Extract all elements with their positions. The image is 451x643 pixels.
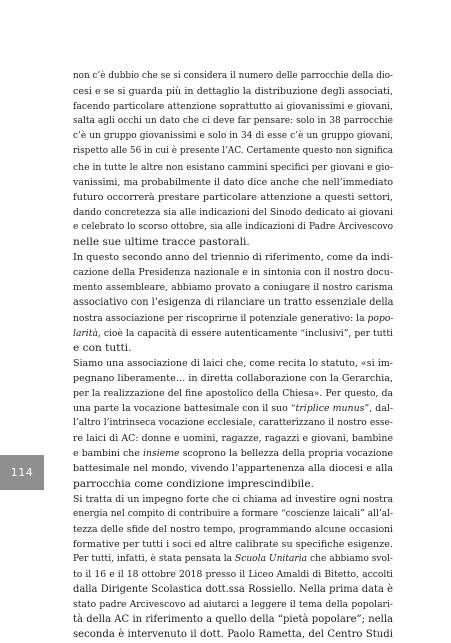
text-line: vanissimi, ma probabilmente il dato dice anche che nell’immediato <box>73 176 393 188</box>
text-line: parrocchia come condizione imprescindibile. <box>73 477 314 490</box>
text-line: l’altro l’intrinseca vocazione ecclesiale, caratterizzano il nostro esse- <box>73 418 393 429</box>
text-line: tezza delle sfide del nostro tempo, programmando alcune occasioni <box>73 523 393 535</box>
text-line: che in tutte le altre non esistano cammini specifici per giovani e gio- <box>73 161 393 173</box>
text-line: Si tratta di un impegno forte che ci chiama ad investire ogni nostra <box>73 493 393 505</box>
text-line: battesimale nel mondo, vivendo l’appartenenza alla diocesi e alla <box>73 463 393 475</box>
text-line: mento assembleare, abbiamo provato a coniugare il nostro carisma <box>73 282 393 294</box>
text-line: Per tutti, infatti, è stata pensata la Scuola Unitaria che abbiamo svol- <box>73 554 393 564</box>
text-line: larità, cioè la capacità di essere autenticamente “inclusivi”, per tutti <box>73 327 393 339</box>
text-line: salta agli occhi un dato che ci deve far pensare: solo in 38 parrocchie <box>73 116 393 127</box>
text-line: formative per tutti i soci ed altre calibrate su specifiche esigenze. <box>73 538 393 550</box>
text-line: una parte la vocazione battesimale con il suo “triplice munus”, dal- <box>73 403 393 415</box>
text-line: stato padre Arcivescovo ad aiutarci a leggere il tema della popolari- <box>73 599 393 611</box>
text-line: Siamo una associazione di laici che, come recita lo statuto, «si im- <box>73 357 393 369</box>
text-line: tà della AC in riferimento a quello della “pietà popolare”; nella <box>73 614 393 626</box>
text-line: facendo particolare attenzione soprattutto ai giovanissimi e giovani, <box>73 101 393 113</box>
text-line: energia nel compito di contribuire a formare “coscienze laicali” all’al- <box>73 508 393 519</box>
text-line: In questo secondo anno del triennio di riferimento, come da indi- <box>73 252 393 264</box>
body-text <box>73 69 393 643</box>
text-line: seconda è intervenuto il dott. Paolo Rametta, del Centro Studi <box>73 629 393 641</box>
text-line: re laici di AC: donne e uomini, ragazze, ragazzi e giovani, bambine <box>73 433 393 445</box>
text-line: nostra associazione per riscoprirne il potenziale generativo: la popo- <box>73 312 394 324</box>
text-line: c’è un gruppo giovanissimi e solo in 34 di esse c’è un gruppo giovani, <box>73 131 393 142</box>
text-line: non c’è dubbio che se si considera il numero delle parrocchie della dio- <box>73 71 393 81</box>
text-line: cesi e se si guarda più in dettaglio la distribuzione degli associati, <box>73 86 393 98</box>
text-line: e bambini che insieme scoprono la bellezza della propria vocazione <box>73 448 393 460</box>
text-line: dando concretezza sia alle indicazioni del Sinodo dedicato ai giovani <box>73 206 393 218</box>
text-line: per la realizzazione del fine apostolico della Chiesa». Per questo, da <box>73 387 393 399</box>
text-line: dalla Dirigente Scolastica dott.ssa Rossiello. Nella prima data è <box>73 584 393 596</box>
text-line: rispetto alle 56 in cui è presente l’AC. Certamente questo non significa <box>73 146 393 157</box>
text-line: nelle sue ultime tracce pastorali. <box>73 236 250 249</box>
text-line: e celebrato lo scorso ottobre, sia alle indicazioni di Padre Arcivescovo <box>73 221 393 232</box>
text-line: futuro occorrerà prestare particolare attenzione a questi settori, <box>73 191 393 203</box>
text-line: to il 16 e il 18 ottobre 2018 presso il Liceo Amaldi di Bitetto, accolti <box>73 569 393 581</box>
page-number-tab <box>0 455 44 490</box>
text-line: pegnano liberamente… in diretta collaborazione con la Gerarchia, <box>73 372 393 384</box>
text-line: associativo con l’esigenza di rilanciare un tratto essenziale della <box>73 297 394 309</box>
text-line: e con tutti. <box>73 341 132 354</box>
page-number: 114 <box>10 466 34 479</box>
text-line: cazione della Presidenza nazionale e in sintonia con il nostro docu- <box>73 267 393 279</box>
